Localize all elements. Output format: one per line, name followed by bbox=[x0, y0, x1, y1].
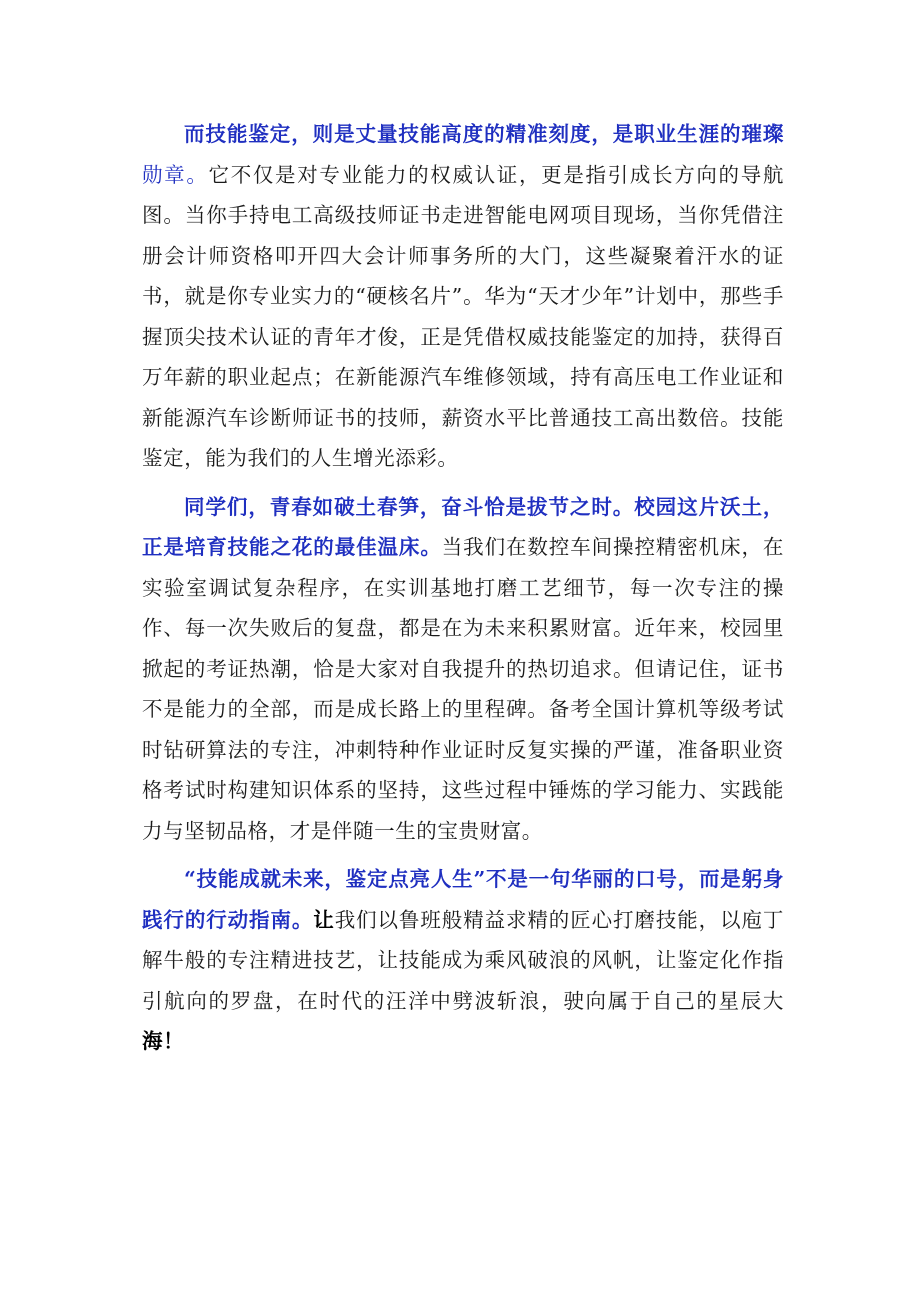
document-page bbox=[142, 114, 784, 1070]
paragraph-3-body: 我们以鲁班般精益求精的匠心打磨技能，以庖丁解牛般的专注精进技艺，让技能成为乘风破浪的风帆，让鉴定化作指引航向的罗盘，在时代的汪洋中劈波斩浪，驶向属于自己的星辰大 bbox=[142, 907, 784, 1013]
paragraph-skill-appraisal bbox=[142, 114, 784, 479]
paragraph-3-tail: 海！ bbox=[142, 1029, 185, 1053]
paragraph-2-lead: 同学们，青春如破土春笋，奋斗恰是拔节之时。校园这片沃土，正是培育技能之花的最佳温床。 bbox=[142, 494, 784, 559]
paragraph-students bbox=[142, 487, 784, 852]
paragraph-1-body: 它不仅是对专业能力的权威认证，更是指引成长方向的导航图。当你手持电工高级技师证书走进智能电网项目现场，当你凭借注册会计师资格叩开四大会计师事务所的大门，这些凝聚着汗水的证书，就是你专业实力的“硬核名片”。华为“天才少年”计划中，那些手握顶尖技术认证的青年才俊，正是凭借权威技能鉴定的加持，获得百万年薪的职业起点；在新能源汽车维修领域，持有高压电工作业证和新能源汽车诊断师证书的技师，薪资水平比普通技工高出数倍。技能鉴定，能为我们的人生增光添彩。 bbox=[142, 162, 784, 470]
paragraph-1-lead: 而技能鉴定，则是丈量技能高度的精准刻度，是职业生涯的璀璨 bbox=[184, 122, 784, 146]
paragraph-1-lead-tail: 勋章。 bbox=[142, 162, 209, 187]
paragraph-conclusion bbox=[142, 859, 784, 1062]
paragraph-2-body: 当我们在数控车间操控精密机床，在实验室调试复杂程序，在实训基地打磨工艺细节，每一次专注的操作、每一次失败后的复盘，都是在为未来积累财富。近年来，校园里掀起的考证热潮，恰是大家对自我提升的热切追求。但请记住，证书不是能力的全部，而是成长路上的里程碑。备考全国计算机等级考试时钻研算法的专注，冲刺特种作业证时反复实操的严谨，准备职业资格考试时构建知识体系的坚持，这些过程中锤炼的学习能力、实践能力与坚韧品格，才是伴随一生的宝贵财富。 bbox=[142, 535, 784, 843]
paragraph-3-lead-bold: 让 bbox=[313, 907, 335, 932]
paragraph-3-lead: “技能成就未来，鉴定点亮人生”不是一句华丽的口号，而是躬身践行的行动指南。 bbox=[142, 867, 784, 932]
